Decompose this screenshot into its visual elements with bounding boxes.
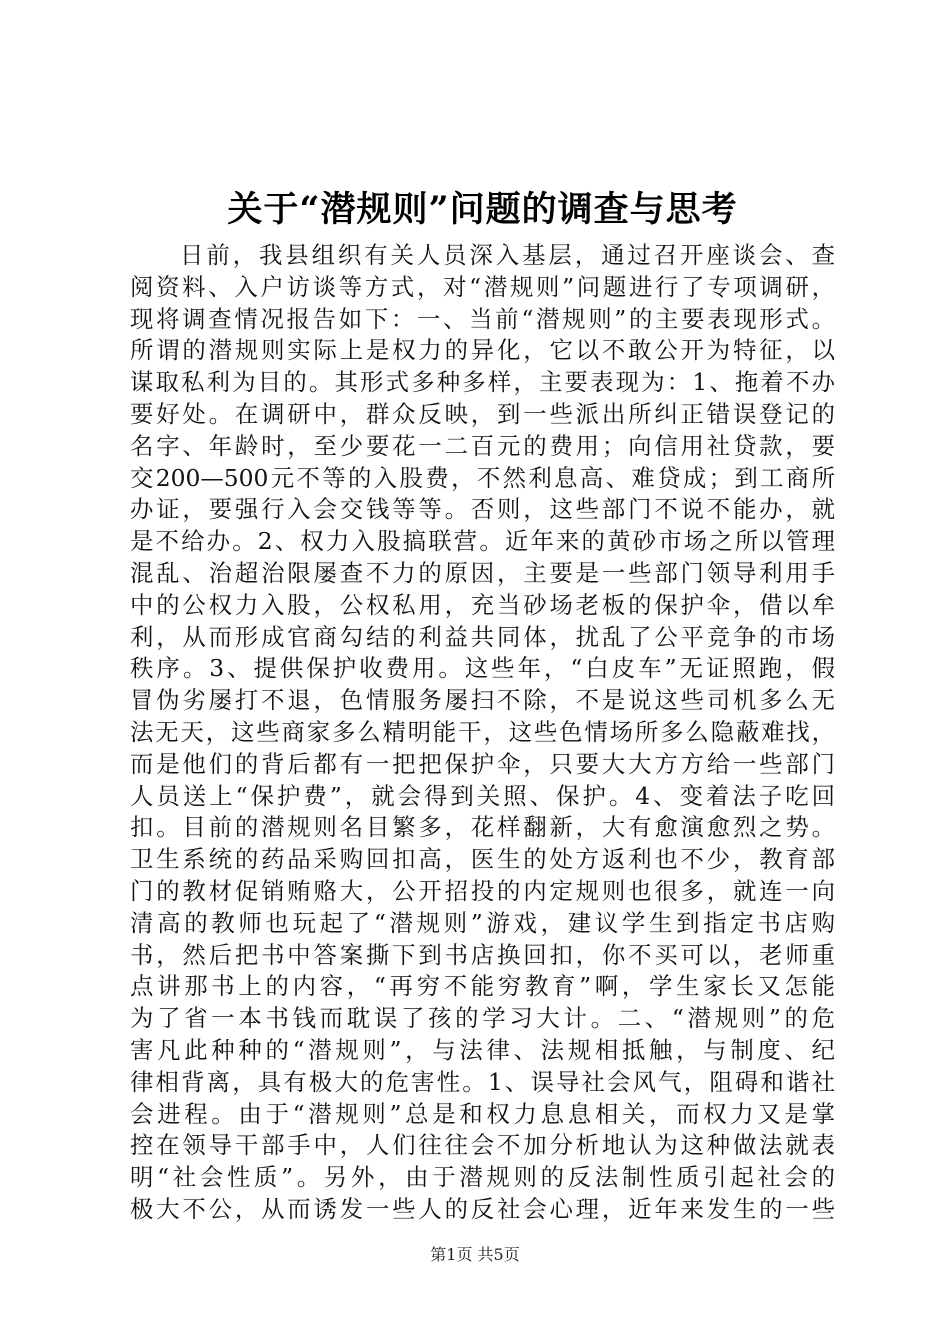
body-text-line: 交200—500元不等的入股费，不然利息高、难贷成；到工商所 [130,463,835,492]
body-text-line: 卫生系统的药品采购回扣高，医生的处方返利也不少，教育部 [130,845,835,874]
body-text-line: 名字、年龄时，至少要花一二百元的费用；向信用社贷款，要 [130,431,835,460]
body-text-line: 法无天，这些商家多么精明能干，这些色情场所多么隐蔽难找， [130,717,835,746]
body-text-line: 明“社会性质”。另外，由于潜规则的反法制性质引起社会的 [130,1163,835,1192]
body-text-line: 书，然后把书中答案撕下到书店换回扣，你不买可以，老师重 [130,940,835,969]
body-text-line: 秩序。3、提供保护收费用。这些年，“白皮车”无证照跑，假 [130,654,835,683]
body-text-line: 点讲那书上的内容，“再穷不能穷教育”啊，学生家长又怎能 [130,972,835,1001]
document-title: 关于“潜规则”问题的调查与思考 [227,189,738,230]
body-text-line: 混乱、治超治限屡查不力的原因，主要是一些部门领导利用手 [130,558,835,587]
body-text-line: 中的公权力入股，公权私用，充当砂场老板的保护伞，借以牟 [130,590,835,619]
body-text-line: 阅资料、入户访谈等方式，对“潜规则”问题进行了专项调研， [130,272,835,301]
body-text-line: 人员送上“保护费”，就会得到关照、保护。4、变着法子吃回 [130,781,835,810]
body-text-line: 门的教材促销贿赂大，公开招投的内定规则也很多，就连一向 [130,876,835,905]
body-text-line: 所谓的潜规则实际上是权力的异化，它以不敢公开为特征，以 [130,336,835,365]
body-text-line: 是不给办。2、权力入股搞联营。近年来的黄砂市场之所以管理 [130,527,835,556]
body-text-line: 现将调查情况报告如下：一、当前“潜规则”的主要表现形式。 [130,304,835,333]
document-body [130,240,835,1226]
body-text-line: 谋取私利为目的。其形式多种多样，主要表现为：1、拖着不办 [130,368,835,397]
body-text-line: 冒伪劣屡打不退，色情服务屡扫不除，不是说这些司机多么无 [130,686,835,715]
body-text-line: 而是他们的背后都有一把把保护伞，只要大大方方给一些部门 [130,749,835,778]
body-text-line: 害凡此种种的“潜规则”，与法律、法规相抵触，与制度、纪 [130,1035,835,1064]
body-text-line: 扣。目前的潜规则名目繁多，花样翻新，大有愈演愈烈之势。 [130,813,835,842]
body-text-line: 办证，要强行入会交钱等等。否则，这些部门不说不能办，就 [130,495,835,524]
body-text-line: 为了省一本书钱而耽误了孩的学习大计。二、“潜规则”的危 [130,1004,835,1033]
body-text-line: 会进程。由于“潜规则”总是和权力息息相关，而权力又是掌 [130,1099,835,1128]
page-number-footer: 第1页 共5页 [430,1245,520,1264]
body-text-line: 日前，我县组织有关人员深入基层，通过召开座谈会、查 [180,241,835,269]
body-text-line: 律相背离，具有极大的危害性。1、误导社会风气，阻碍和谐社 [130,1067,835,1096]
body-text-line: 清高的教师也玩起了“潜规则”游戏，建议学生到指定书店购 [130,908,835,937]
body-text-line: 控在领导干部手中，人们往往会不加分析地认为这种做法就表 [130,1131,835,1160]
body-text-line: 利，从而形成官商勾结的利益共同体，扰乱了公平竞争的市场 [130,622,835,651]
body-text-line: 极大不公，从而诱发一些人的反社会心理，近年来发生的一些 [130,1194,835,1223]
body-text-line: 要好处。在调研中，群众反映，到一些派出所纠正错误登记的 [130,399,835,428]
